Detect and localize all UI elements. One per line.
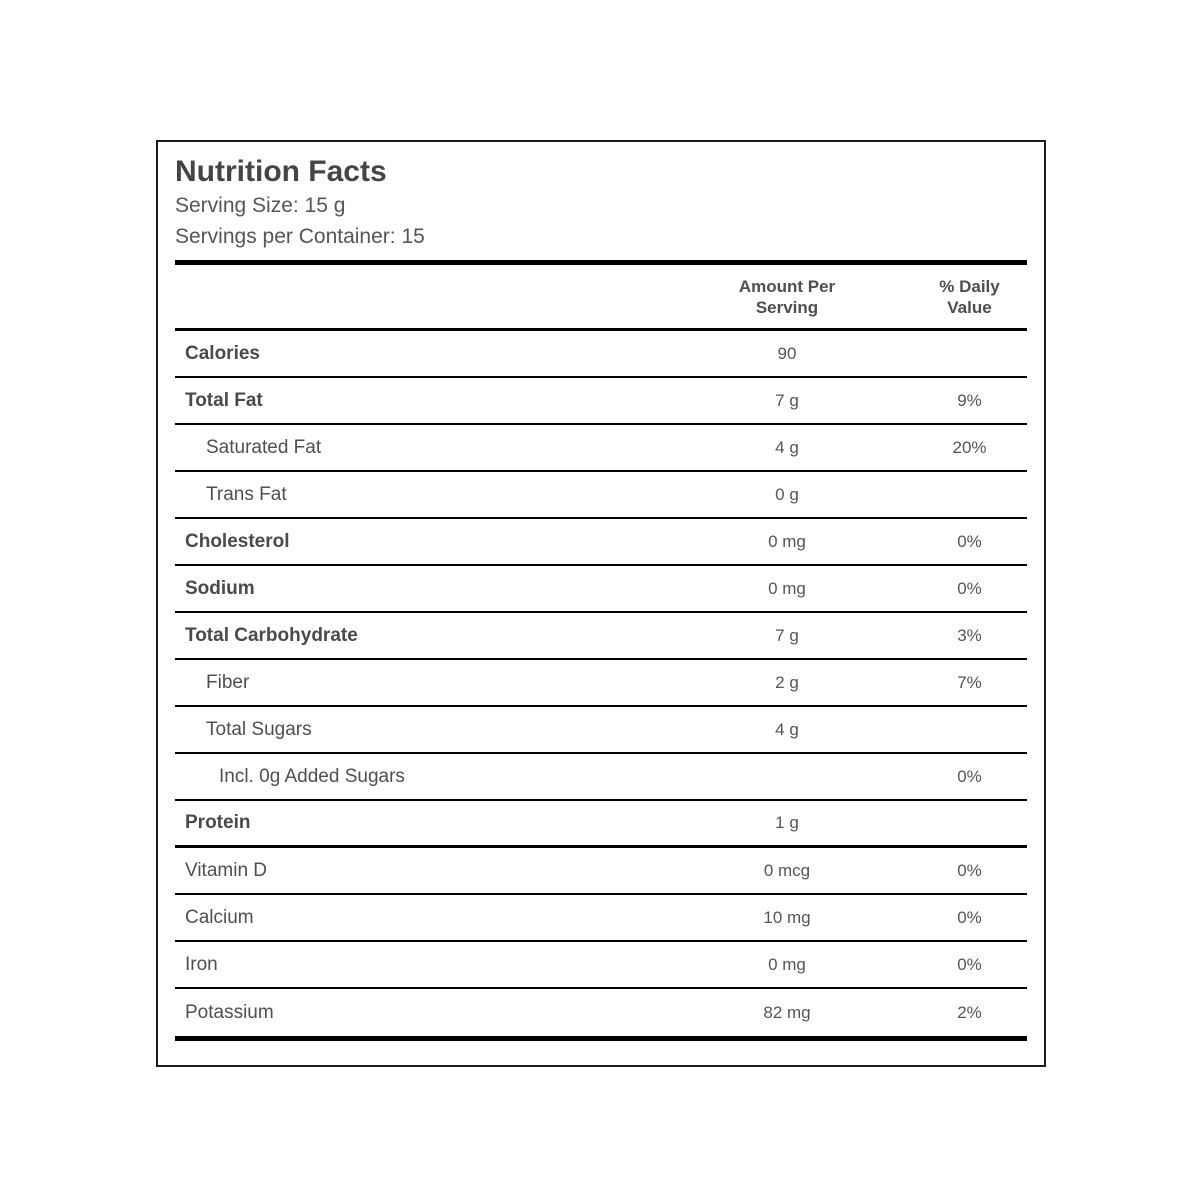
row-daily-value: 7%	[957, 672, 982, 692]
row-sodium	[175, 566, 1027, 613]
row-amount: 4 g	[775, 719, 799, 739]
row-protein	[175, 801, 1027, 848]
row-fiber	[175, 660, 1027, 707]
row-label: Calcium	[185, 906, 254, 928]
row-amount: 82 mg	[763, 1002, 811, 1022]
row-amount: 7 g	[775, 625, 799, 645]
row-daily-value: 0%	[957, 766, 982, 786]
row-cholesterol	[175, 519, 1027, 566]
row-label: Vitamin D	[185, 859, 268, 881]
row-added-sugars	[175, 754, 1027, 801]
row-daily-value: 0%	[957, 954, 982, 974]
row-amount: 10 mg	[763, 907, 811, 927]
row-daily-value: 0%	[957, 531, 982, 551]
daily-value-column-header-label: % Daily Value	[939, 276, 1000, 317]
row-label: Incl. 0g Added Sugars	[219, 765, 405, 787]
row-amount: 0 g	[775, 484, 799, 504]
row-label: Total Fat	[185, 389, 263, 411]
row-label: Total Sugars	[206, 718, 312, 740]
row-amount: 90	[777, 343, 797, 363]
row-label: Trans Fat	[206, 483, 287, 505]
row-label: Cholesterol	[185, 530, 290, 552]
amount-column-header-label: Amount Per Serving	[738, 276, 836, 317]
row-daily-value: 0%	[957, 578, 982, 598]
row-label: Sodium	[185, 577, 255, 599]
row-label: Calories	[185, 342, 260, 364]
row-trans-fat	[175, 472, 1027, 519]
nutrition-facts-label	[156, 140, 1046, 1067]
row-amount: 4 g	[775, 437, 799, 457]
row-daily-value: 9%	[957, 390, 982, 410]
label-title: Nutrition Facts	[175, 155, 387, 188]
row-vitamin-d	[175, 848, 1027, 895]
row-calcium	[175, 895, 1027, 942]
row-total-sugars	[175, 707, 1027, 754]
row-label: Fiber	[206, 671, 250, 693]
row-amount: 7 g	[775, 390, 799, 410]
row-calories	[175, 331, 1027, 378]
footer-separator-bar	[175, 1036, 1027, 1041]
row-total-fat	[175, 378, 1027, 425]
row-label: Iron	[185, 953, 218, 975]
daily-value-column-header	[912, 276, 1027, 318]
row-label: Total Carbohydrate	[185, 624, 358, 646]
row-label: Potassium	[185, 1001, 274, 1023]
row-amount: 0 mg	[768, 954, 806, 974]
row-amount: 2 g	[775, 672, 799, 692]
row-total-carbohydrate	[175, 613, 1027, 660]
row-saturated-fat	[175, 425, 1027, 472]
serving-size-text: Serving Size: 15 g	[175, 194, 346, 217]
row-daily-value: 0%	[957, 860, 982, 880]
row-amount: 0 mg	[768, 578, 806, 598]
row-amount: 0 mg	[768, 531, 806, 551]
row-label: Protein	[185, 812, 251, 833]
amount-column-header	[662, 276, 912, 318]
row-amount: 0 mcg	[763, 860, 811, 880]
row-label: Saturated Fat	[206, 436, 322, 458]
row-daily-value: 20%	[952, 437, 987, 457]
servings-per-container-text: Servings per Container: 15	[175, 225, 425, 248]
row-daily-value: 2%	[957, 1002, 982, 1022]
row-daily-value: 0%	[957, 907, 982, 927]
row-amount: 1 g	[775, 813, 799, 832]
column-header-row	[175, 265, 1027, 331]
row-iron	[175, 942, 1027, 989]
row-daily-value: 3%	[957, 625, 982, 645]
row-potassium	[175, 989, 1027, 1036]
